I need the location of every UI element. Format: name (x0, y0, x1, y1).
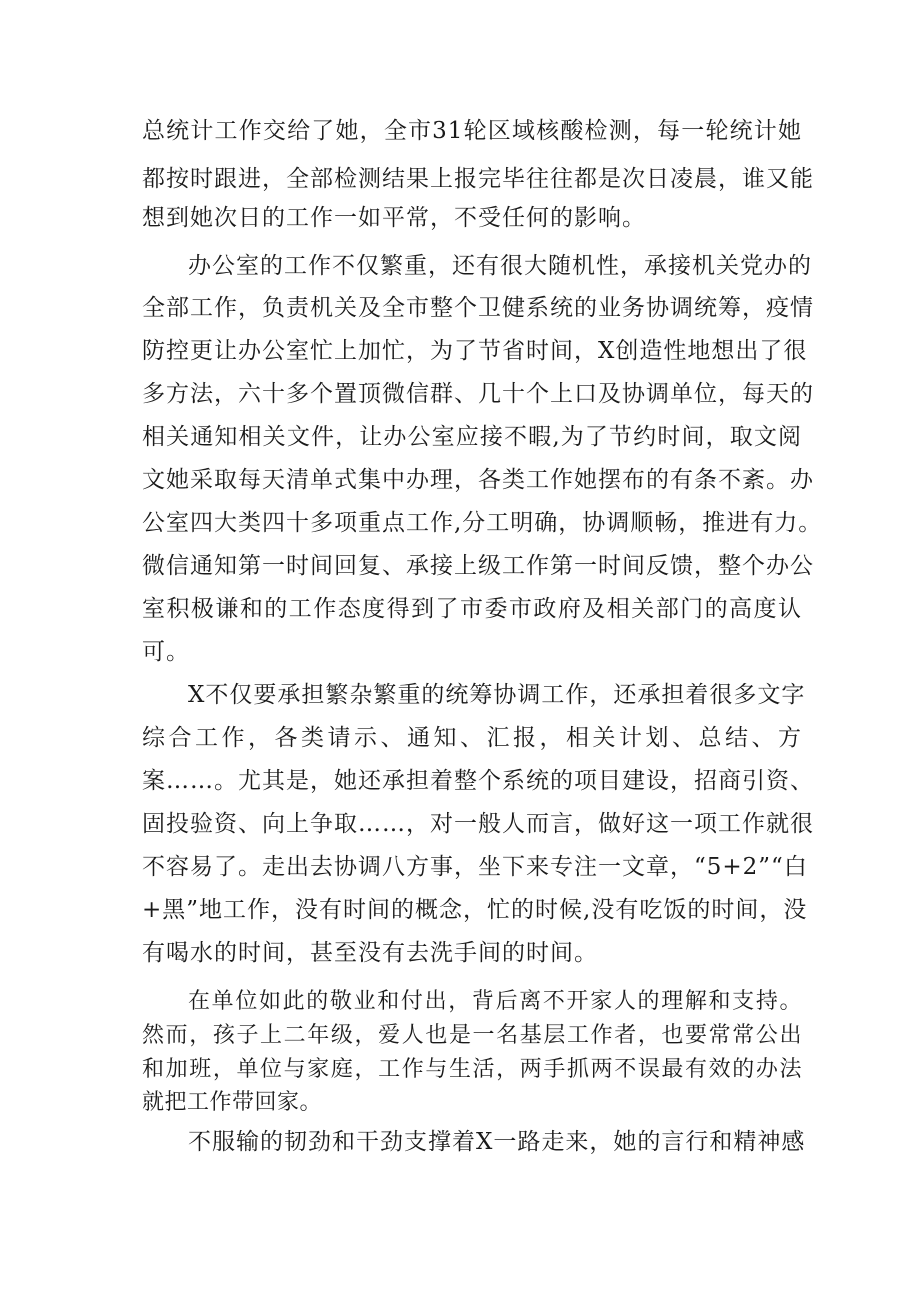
text-line: 防控更让办公室忙上加忙，为了节省时间，X创造性地想出了很 (142, 338, 808, 364)
text-line: 多方法，六十多个置顶微信群、几十个上口及协调单位，每天的 (142, 381, 814, 407)
text-line: 都按时跟进，全部检测结果上报完毕往往都是次日凌晨，谁又能 (142, 166, 814, 192)
text-line: 固投验资、向上争取……，对一般人而言，做好这一项工作就很 (142, 811, 814, 837)
text-line: 然而，孩子上二年级，爱人也是一名基层工作者，也要常常公出 (142, 1023, 802, 1048)
text-line: 公室四大类四十多项重点工作,分工明确，协调顺畅，推进有力。 (142, 510, 823, 536)
text-line: 不容易了。走出去协调八方事，坐下来专注一文章，“5+2”“白 (142, 854, 808, 880)
text-line: 在单位如此的敬业和付出，背后离不开家人的理解和支持。 (188, 989, 802, 1014)
text-line: 和加班，单位与家庭，工作与生活，两手抓两不误最有效的办法 (142, 1057, 802, 1082)
text-line: 可。 (142, 639, 190, 665)
text-line: 微信通知第一时间回复、承接上级工作第一时间反馈，整个办公 (142, 553, 814, 579)
text-line: 办公室的工作不仅繁重，还有很大随机性，承接机关党办的 (188, 253, 812, 279)
text-line: 不服输的韧劲和干劲支撑着X一路走来，她的言行和精神感 (188, 1129, 806, 1155)
text-line: 有喝水的时间，甚至没有去洗手间的时间。 (142, 940, 598, 966)
text-line: X不仅要承担繁杂繁重的统筹协调工作，还承担着很多文字 (188, 682, 806, 708)
text-line: 相关通知相关文件，让办公室应接不暇,为了节约时间，取文阅 (142, 424, 802, 450)
text-line: 全部工作，负责机关及全市整个卫健系统的业务协调统筹，疫情 (142, 295, 814, 321)
text-line: 案……。尤其是，她还承担着整个系统的项目建设，招商引资、 (142, 768, 814, 794)
text-line: 综合工作，各类请示、通知、汇报，相关计划、总结、方 (142, 725, 802, 751)
text-line: 文她采取每天清单式集中办理，各类工作她摆布的有条不紊。办 (142, 467, 814, 493)
text-line: 总统计工作交给了她，全市31轮区域核酸检测，每一轮统计她 (142, 118, 802, 144)
text-line: +黑”地工作，没有时间的概念，忙的时候,没有吃饭的时间，没 (142, 897, 808, 923)
text-line: 就把工作带回家。 (142, 1090, 323, 1115)
text-line: 想到她次日的工作一如平常，不受任何的影响。 (142, 205, 646, 231)
text-line: 室积极谦和的工作态度得到了市委市政府及相关部门的高度认 (142, 596, 802, 622)
